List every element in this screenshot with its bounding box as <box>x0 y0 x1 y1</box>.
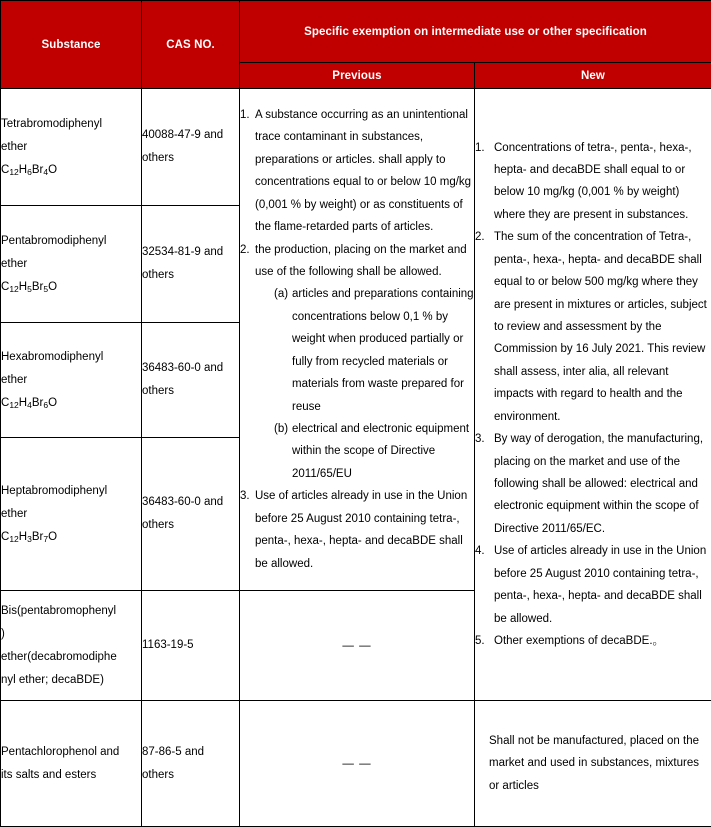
list-text: By way of derogation, the manufacturing, placing on the market and use of the following shall be allowed: electrical and electronic equipment within the scope of Directive 2011/65/EC. <box>494 433 703 535</box>
list-marker: 1. <box>240 104 250 126</box>
header-specific-exemption: Specific exemption on intermediate use or other specification <box>240 1 711 63</box>
substance-name-line1: Heptabromodiphenyl <box>1 480 141 503</box>
cas-cell: 36483-60-0 and others <box>142 438 240 591</box>
substance-formula: $C_{12}H_4Br_6O$ <box>1 392 141 415</box>
list-marker: 3. <box>475 428 485 450</box>
list-text: Other exemptions of decaBDE.。 <box>494 635 664 647</box>
previous-exemption-cell <box>240 89 475 591</box>
list-text: the production, placing on the market and use of the following shall be allowed. <box>255 244 467 278</box>
substance-formula: $C_{12}H_5Br_5O$ <box>1 276 141 299</box>
list-text: Concentrations of tetra-, penta-, hexa-, hepta- and decaBDE shall equal to or below 10 mg/kg (0,001 % by weight) where they are present in substances. <box>494 142 692 221</box>
list-text: Use of articles already in use in the Union before 25 August 2010 containing tetra-, penta-, hexa-, hepta- and decaBDE shall be allowed. <box>255 490 467 569</box>
substance-name-line1: Pentabromodiphenyl <box>1 230 141 253</box>
list-text: electrical and electronic equipment within the scope of Directive 2011/65/EU <box>292 423 469 480</box>
list-item <box>475 540 711 630</box>
substance-name-line2: ether <box>1 369 141 392</box>
list-marker: 4. <box>475 540 485 562</box>
list-marker: 5. <box>475 630 485 652</box>
pentachlorophenol-new-cell: Shall not be manufactured, placed on the market and used in substances, mixtures or articles <box>475 701 711 827</box>
list-marker: 1. <box>475 137 485 159</box>
substance-cell <box>1 701 142 827</box>
cas-cell: 36483-60-0 and others <box>142 323 240 438</box>
list-text: The sum of the concentration of Tetra-, penta-, hexa-, hepta- and decaBDE shall equal to or below 500 mg/kg where they are present in mixtures or articles, subject to review and assessment by the Commission by 16 July 2021. This review shall assess, inter alia, all relevant impacts with regard to health and the environment. <box>494 231 707 422</box>
cas-cell: 32534-81-9 and others <box>142 206 240 323</box>
header-previous: Previous <box>240 63 475 89</box>
substance-name-line2: ether <box>1 136 141 159</box>
list-marker: (a) <box>274 283 288 305</box>
list-marker: 2. <box>240 239 250 261</box>
header-substance: Substance <box>1 1 142 89</box>
list-item <box>240 485 474 575</box>
previous-empty-cell: — — <box>240 701 475 827</box>
substance-cell <box>1 438 142 591</box>
list-item <box>240 104 474 239</box>
substance-name-line1: Hexabromodiphenyl <box>1 346 141 369</box>
list-text: articles and preparations containing concentrations below 0,1 % by weight when produced partially or fully from recycled materials or materials from waste prepared for reuse <box>292 288 474 412</box>
list-text: A substance occurring as an unintentional trace contaminant in substances, preparations or articles. shall apply to concentrations equal to or below 10 mg/kg (0,001 % by weight) or as constituents of the flame-retarded parts of articles. <box>255 109 471 233</box>
list-item <box>475 630 711 652</box>
substance-cell <box>1 206 142 323</box>
list-text: Use of articles already in use in the Union before 25 August 2010 containing tetra-, penta-, hexa-, hepta- and decaBDE shall be allowed. <box>494 545 706 624</box>
cas-cell: 87-86-5 and others <box>142 701 240 827</box>
previous-empty-cell: — — <box>240 591 475 701</box>
new-exemption-cell <box>475 89 711 701</box>
substance-name-line2: ether <box>1 253 141 276</box>
substance-cell <box>1 89 142 206</box>
new-list <box>475 137 711 653</box>
list-item <box>475 137 711 227</box>
list-marker: 3. <box>240 485 250 507</box>
list-item <box>475 226 711 428</box>
table-row <box>1 89 711 206</box>
header-cas-no: CAS NO. <box>142 1 240 89</box>
list-item <box>240 239 474 486</box>
substance-formula: $C_{12}H_3Br_7O$ <box>1 526 141 549</box>
previous-list <box>240 104 474 575</box>
substance-name: Bis(pentabromophenyl ) ether(decabromodiphe nyl ether; decaBDE) <box>1 600 141 692</box>
list-marker: 2. <box>475 226 485 248</box>
substance-name: Pentachlorophenol and its salts and esters <box>1 741 141 787</box>
list-item <box>475 428 711 540</box>
list-item <box>255 283 474 418</box>
previous-sub-list <box>255 283 474 485</box>
substance-name-line1: Tetrabromodiphenyl <box>1 113 141 136</box>
cas-cell: 1163-19-5 <box>142 591 240 701</box>
substance-cell <box>1 323 142 438</box>
cas-cell: 40088-47-9 and others <box>142 89 240 206</box>
substance-formula: $C_{12}H_6Br_4O$ <box>1 159 141 182</box>
table-header-row-1 <box>1 1 711 63</box>
substance-cell <box>1 591 142 701</box>
list-marker: (b) <box>274 418 288 440</box>
list-item <box>255 418 474 485</box>
header-new: New <box>475 63 711 89</box>
table-row <box>1 701 711 827</box>
substance-name-line2: ether <box>1 503 141 526</box>
